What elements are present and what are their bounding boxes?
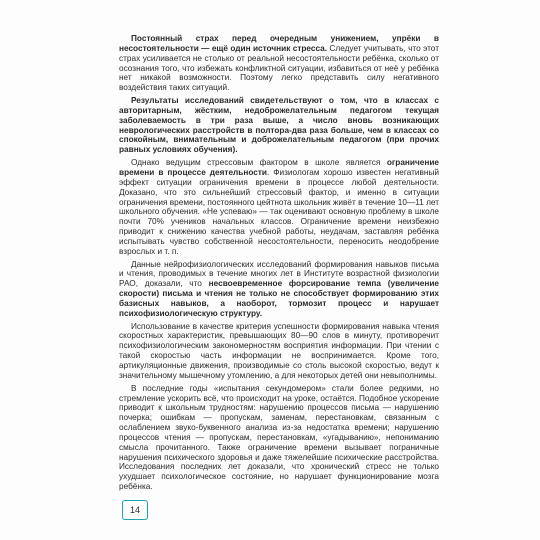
page-number: 14	[122, 500, 148, 520]
paragraph-3	[119, 158, 439, 256]
paragraph-5-text: Использование в качестве критерия успешности формирования навыка чтения скоростных характеристик, превышающих 80—90 слов в минуту, противоречит психофизиологическим закономерностям восприятия информации. При чтении с такой скоростью часть информации не воспринимается. Кроме того, артикуляционные движения, производимые со столь высокой скоростью, ведут к значительному мышечному утомлению, а для некоторых детей они невыполнимы.	[119, 321, 439, 380]
paragraph-6-text: В последние годы «испытания секундомером» стали более редкими, но стремление ускорить всё, что происходит на уроке, остаётся. Подобное ускорение приводит к школьным трудностям: нарушению процессов письма — нарушению почерка; ошибкам — пропускам, заменам, перестановкам, связанным с ослаблением звуко-буквенного анализа из-за недостатка времени; нарушению процессов чтения — пропускам, перестановкам, «угадыванию», непониманию смысла прочитанного. Также ограничение времени вызывает пограничные нарушения психического здоровья и даже тяжелейшие психические расстройства. Исследования последних лет доказали, что хронический стресс не только ухудшает психологическое состояние, но нарушает функционирование мозга ребёнка.	[119, 383, 439, 492]
paragraph-3-bold: ограничение времени в процессе деятельности	[119, 158, 439, 177]
body-text	[119, 34, 439, 495]
paragraph-1-text: Следует учитывать, что этот страх усиливается не столько от реальной несостоятельности ребёнка, сколько от осознания того, что избежать конфликтной ситуации, избавиться от неё у ребёнка нет никакой возможности. Поэтому легко представить силу негативного воздействия таких ситуаций.	[119, 43, 439, 93]
paragraph-3-lead: Однако ведущим стрессовым фактором в школе является	[131, 158, 387, 168]
paragraph-2-bold: Результаты исследований свидетельствуют о том, что в классах с авторитарным, жёстким, недоброжелательным педагогом текущая заболеваемость в три раза выше, а число вновь возникающих неврологических расстройств в полтора-два раза больше, чем в классах со спокойным, внимательным и доброжелательным педагогом (при прочих равных условиях обучения).	[119, 96, 439, 155]
paragraph-3-text: . Физиологам хорошо известен негативный эффект ситуации ограничения времени в процессе любой деятельности. Доказано, что это сильнейший стрессовый фактор, и именно в ситуации ограничения времени, постоянного цейтнота школьник живёт в течение 10—11 лет школьного обучения. «Не успеваю» — так оценивают основную проблему в школе почти 70% учеников начальных классов. Ограничение времени неизбежно приводит к снижению качества учебной работы, неудачам, заставляя ребёнка испытывать чувство собственной несостоятельности, переносить неодобрение взрослых и т. п.	[119, 167, 439, 256]
paragraph-4-lead: Данные нейрофизиологических исследований формирования навыков письма и чтения, проводимых в течение многих лет в Институте возрастной физиологии РАО, доказали, что	[119, 259, 439, 289]
paragraph-4-bold: несвоевременное форсирование темпа (увеличение скорости) письма и чтения не только не способствует формированию этих базисных навыков, а наоборот, тормозит процесс и нарушает психофизиологическую структуру.	[119, 279, 439, 318]
paragraph-5	[119, 322, 439, 381]
paragraph-4	[119, 260, 439, 319]
paragraph-1	[119, 34, 439, 93]
paragraph-2	[119, 96, 439, 155]
paragraph-1-bold: Постоянный страх перед очередным унижением, упрёки в несостоятельности — ещё один источник стресса.	[119, 34, 439, 53]
paragraph-6	[119, 384, 439, 492]
